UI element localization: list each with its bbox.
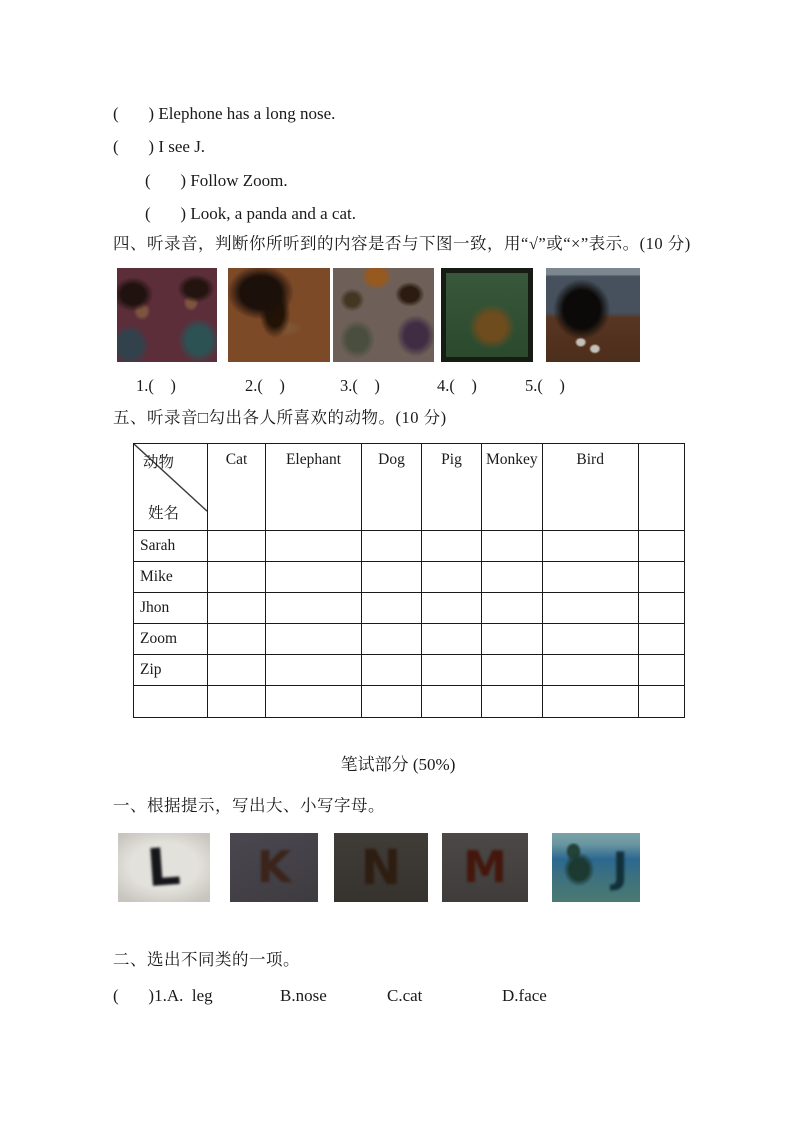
column-header-bird: Bird <box>542 444 638 531</box>
letter-photo-n <box>334 833 428 902</box>
answer-cell <box>362 624 422 655</box>
question-photo-4 <box>441 268 533 362</box>
answer-cell <box>422 655 482 686</box>
answer-cell <box>542 562 638 593</box>
question-photo-5 <box>546 268 640 362</box>
answer-cell <box>638 593 684 624</box>
answer-cell <box>208 655 266 686</box>
answer-cell <box>362 562 422 593</box>
answer-cell <box>482 562 543 593</box>
answer-cell <box>266 562 362 593</box>
question-photo-1 <box>117 268 217 362</box>
table-row-sarah <box>134 531 685 562</box>
listening-item-1: ( ) Elephone has a long nose. <box>113 104 336 123</box>
answer-cell <box>362 593 422 624</box>
answer-cell <box>266 655 362 686</box>
table-row-zip <box>134 655 685 686</box>
answer-cell <box>542 531 638 562</box>
answer-cell <box>542 686 638 718</box>
corner-label-animal: 动物 <box>143 454 175 471</box>
column-header-dog: Dog <box>362 444 422 531</box>
answer-cell <box>362 655 422 686</box>
table-row-empty <box>134 686 685 718</box>
section-four-title: 四、听录音，判断你所听到的内容是否与下图一致，用“√”或“×”表示。(10 分) <box>113 234 691 253</box>
answer-cell <box>482 686 543 718</box>
answer-cell <box>208 686 266 718</box>
answer-cell <box>638 562 684 593</box>
column-header-cat: Cat <box>208 444 266 531</box>
answer-blank-2: 2.( ) <box>245 376 285 395</box>
column-header-elephant: Elephant <box>266 444 362 531</box>
letter-photo-m <box>442 833 528 902</box>
table-row-jhon <box>134 593 685 624</box>
answer-cell <box>542 593 638 624</box>
answer-cell <box>208 562 266 593</box>
listening-item-4: ( ) Look, a panda and a cat. <box>145 204 356 223</box>
answer-blank-4: 4.( ) <box>437 376 477 395</box>
answer-cell <box>482 593 543 624</box>
choice-option-d: D.face <box>502 986 547 1005</box>
column-header-empty <box>638 444 684 531</box>
answer-cell <box>422 562 482 593</box>
letter-glyph-k: K <box>256 842 292 893</box>
answer-cell <box>266 686 362 718</box>
letter-photo-j <box>552 833 640 902</box>
answer-cell <box>542 624 638 655</box>
listening-item-2: ( ) I see J. <box>113 137 206 156</box>
letter-glyph-l: L <box>145 836 183 899</box>
answer-cell <box>266 624 362 655</box>
written-section-two-title: 二、选出不同类的一项。 <box>113 950 300 969</box>
answer-cell <box>208 593 266 624</box>
column-header-monkey: Monkey <box>482 444 543 531</box>
answer-cell <box>482 624 543 655</box>
row-label: Sarah <box>134 531 208 562</box>
row-label: Zip <box>134 655 208 686</box>
letter-glyph-m: M <box>463 842 507 893</box>
table-row-mike <box>134 562 685 593</box>
letter-glyph-n: N <box>360 839 402 896</box>
answer-cell <box>362 686 422 718</box>
question-photo-3 <box>333 268 434 362</box>
question-photo-2 <box>228 268 330 362</box>
answer-cell <box>422 686 482 718</box>
answer-cell <box>638 655 684 686</box>
answer-cell <box>482 655 543 686</box>
choice-question-prefix: ( )1.A. leg <box>113 986 213 1005</box>
table-corner-cell <box>134 444 208 531</box>
choice-option-c: C.cat <box>387 986 423 1005</box>
written-part-heading: 笔试部分 (50%) <box>340 755 456 774</box>
answer-cell <box>208 531 266 562</box>
row-label: Mike <box>134 562 208 593</box>
table-row-zoom <box>134 624 685 655</box>
answer-cell <box>266 593 362 624</box>
corner-label-name: 姓名 <box>148 505 180 522</box>
letter-photo-l <box>118 833 210 902</box>
answer-cell <box>362 531 422 562</box>
answer-blank-5: 5.( ) <box>525 376 565 395</box>
answer-cell <box>208 624 266 655</box>
answer-cell <box>422 624 482 655</box>
listening-item-3: ( ) Follow Zoom. <box>145 171 288 190</box>
row-label: Zoom <box>134 624 208 655</box>
animal-preference-table <box>133 443 685 718</box>
letter-glyph-j: J <box>612 843 628 892</box>
answer-cell <box>482 531 543 562</box>
answer-cell <box>422 531 482 562</box>
answer-cell <box>422 593 482 624</box>
answer-cell <box>638 686 684 718</box>
letter-photo-k <box>230 833 318 902</box>
answer-cell <box>638 531 684 562</box>
answer-blank-1: 1.( ) <box>136 376 176 395</box>
choice-option-b: B.nose <box>280 986 327 1005</box>
written-section-one-title: 一、根据提示，写出大、小写字母。 <box>113 796 385 815</box>
section-five-title: 五、听录音□勾出各人所喜欢的动物。(10 分) <box>113 408 447 427</box>
answer-cell <box>542 655 638 686</box>
answer-cell <box>266 531 362 562</box>
answer-blank-3: 3.( ) <box>340 376 380 395</box>
answer-cell <box>638 624 684 655</box>
row-label: Jhon <box>134 593 208 624</box>
column-header-pig: Pig <box>422 444 482 531</box>
row-label <box>134 686 208 718</box>
